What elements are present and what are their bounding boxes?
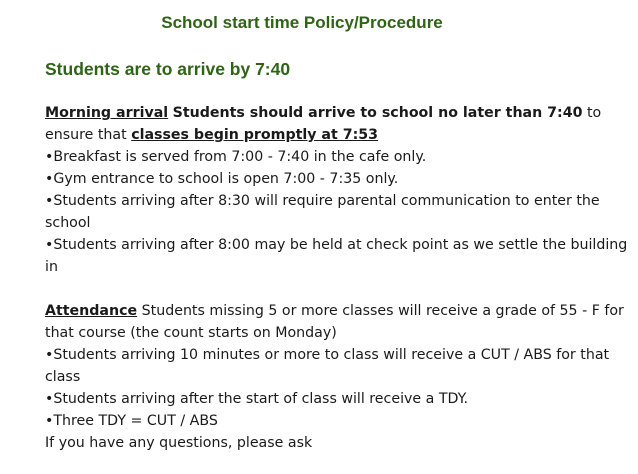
document-subtitle: Students are to arrive by 7:40 [45, 59, 291, 79]
attendance-bullet-cut: •Students arriving 10 minutes or more to class will receive a CUT / ABS for that class [45, 347, 610, 385]
attendance-lead: Students missing 5 or more classes will receive a grade of 55 - F for that course (the count starts on Monday) [45, 303, 624, 341]
morning-bullet-after-830: •Students arriving after 8:30 will require parental communication to enter the school [45, 193, 600, 231]
morning-arrival-lead: Students should arrive to school no later than 7:40 [172, 105, 583, 121]
morning-arrival-lead-rest: to ensure that [45, 105, 602, 143]
attendance-bullet-tdy: •Students arriving after the start of class will receive a TDY. [45, 391, 468, 407]
morning-bullet-gym: •Gym entrance to school is open 7:00 - 7:35 only. [45, 171, 399, 187]
morning-bullet-breakfast: •Breakfast is served from 7:00 - 7:40 in the cafe only. [45, 149, 427, 165]
attendance-bullet-three-tdy: •Three TDY = CUT / ABS [45, 413, 218, 429]
section-spacer [45, 278, 633, 300]
document-title: School start time Policy/Procedure [161, 13, 443, 32]
morning-arrival-heading: Morning arrival [45, 105, 169, 121]
attendance-paragraph [45, 300, 633, 344]
closing-line: If you have any questions, please ask [45, 435, 313, 451]
morning-bullet-after-800: •Students arriving after 8:00 may be held at check point as we settle the building in [45, 237, 628, 275]
classes-begin-note: classes begin promptly at 7:53 [131, 127, 379, 143]
document-body [45, 102, 633, 454]
morning-arrival-paragraph [45, 102, 633, 146]
attendance-heading: Attendance [45, 303, 138, 319]
